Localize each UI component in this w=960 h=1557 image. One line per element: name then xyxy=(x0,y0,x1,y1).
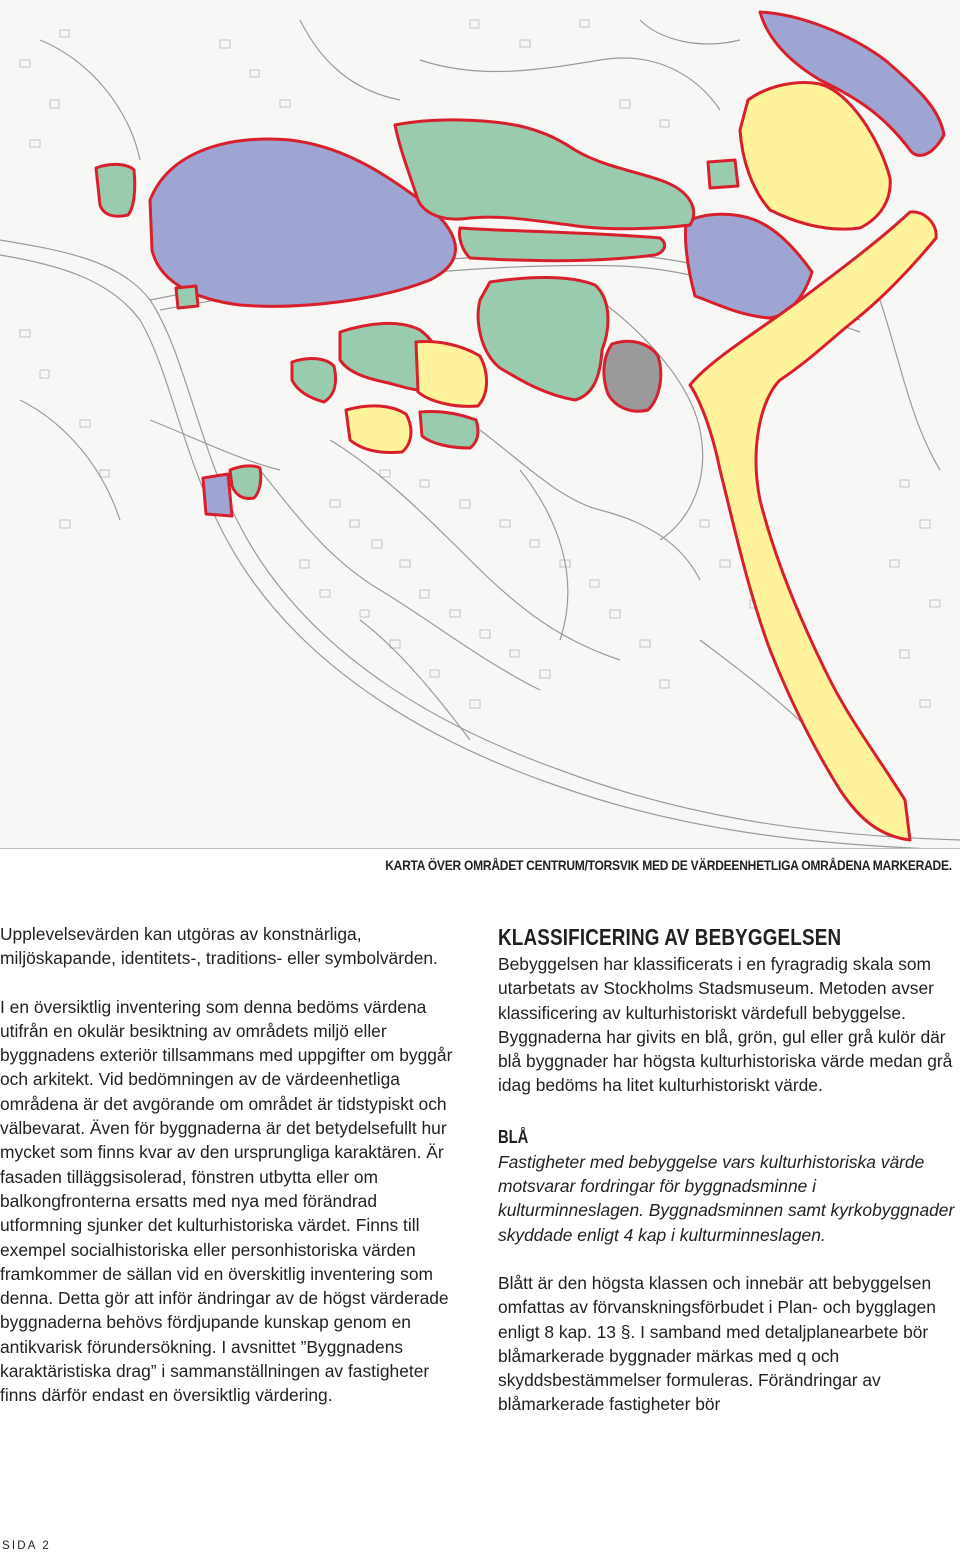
zone-green-center xyxy=(478,277,608,400)
right-paragraph-2: Blått är den högsta klassen och innebär att bebyggelsen omfattas av förvanskningsförbudet i Plan- och bygglagen enligt 8 kap. 13 §. I samband med detaljplanearbete bör blåmarkerade byggnader märkas med q och skyddsbestämmelser formuleras. Förändringar av blåmarkerade fastigheter bör xyxy=(498,1272,936,1415)
zone-green-north xyxy=(395,120,694,229)
zone-blue-mid xyxy=(685,214,812,318)
section-heading: KLASSIFICERING AV BEBYGGELSEN xyxy=(498,924,842,950)
zone-yellow-mid xyxy=(416,342,487,407)
page-number: SIDA 2 xyxy=(2,1540,51,1552)
left-paragraph-1: Upplevelsevärden kan utgöras av konstnärliga, miljöskapande, identitets-, traditions- eller symbolvärden. xyxy=(0,924,438,969)
zone-grey xyxy=(604,341,661,411)
right-paragraph-1: Bebyggelsen har klassificerats i en fyragradig skala som utarbetats av Stockholms Stadsmuseum. Metoden avser klassificering av kulturhistoriskt värdefull bebyggelse. Byggnaderna har givits en blå, grön, gul eller grå kulör där blå byggnader har högsta kulturhistoriska värde medan grå idag bedöms ha litet kulturhistoriskt värde. xyxy=(498,954,953,1096)
right-column xyxy=(498,924,960,1417)
zone-green-strip xyxy=(459,228,664,261)
zone-green-east-small xyxy=(708,160,738,188)
zone-green-southwest xyxy=(230,466,261,499)
map-zones xyxy=(96,12,944,840)
zone-green-south xyxy=(420,411,478,448)
zone-green-west-1 xyxy=(96,164,135,216)
zone-blue-small xyxy=(203,474,232,516)
italic-definition: Fastigheter med bebyggelse vars kulturhistoriska värde motsvarar fordringar för byggnadsminne i kulturminneslagen. Byggnadsminnen samt kyrkobyggnader skyddade enligt 4 kap i kulturminneslagen. xyxy=(498,1151,955,1245)
zone-green-west-2 xyxy=(176,286,198,308)
subheading-bla: BLÅ xyxy=(498,1126,529,1147)
zone-yellow-southwest xyxy=(346,406,411,453)
left-column xyxy=(0,922,462,1408)
zone-green-west-3 xyxy=(292,359,336,402)
map-caption: KARTA ÖVER OMRÅDET CENTRUM/TORSVIK MED DE VÄRDEENHETLIGA OMRÅDENA MARKERADE. xyxy=(385,857,952,873)
left-paragraph-2: I en översiktlig inventering som denna bedöms värdena utifrån en okulär besiktning av områdets miljö eller byggnadens exteriör tillsammans med uppgifter om byggår och arkitekt. Vid bedömningen av de värdeenhetliga områdena är det avgörande om området är tidstypiskt och välbevarat. Även för byggnaderna är det betydelsefullt hur mycket som finns kvar av den ursprungliga karaktären. Är fasaden tilläggsisolerad, fönstren utbytta eller om balkongfronterna ersatts med nya med förändrad utformning sjunker det kulturhistoriska värdet. Finns till exempel socialhistoriska eller personhistoriska värden framkommer de sällan vid en överskitlig inventering som denna. Detta gör att inför ändringar av de högst värderade byggnaderna behövs fördjupande kunskap genom en antikvarisk förundersökning. I avsnittet ”Byggnadens karaktäristiska drag” i sammanställningen av fastigheter finns därför endast en översiktlig värdering. xyxy=(0,996,453,1406)
